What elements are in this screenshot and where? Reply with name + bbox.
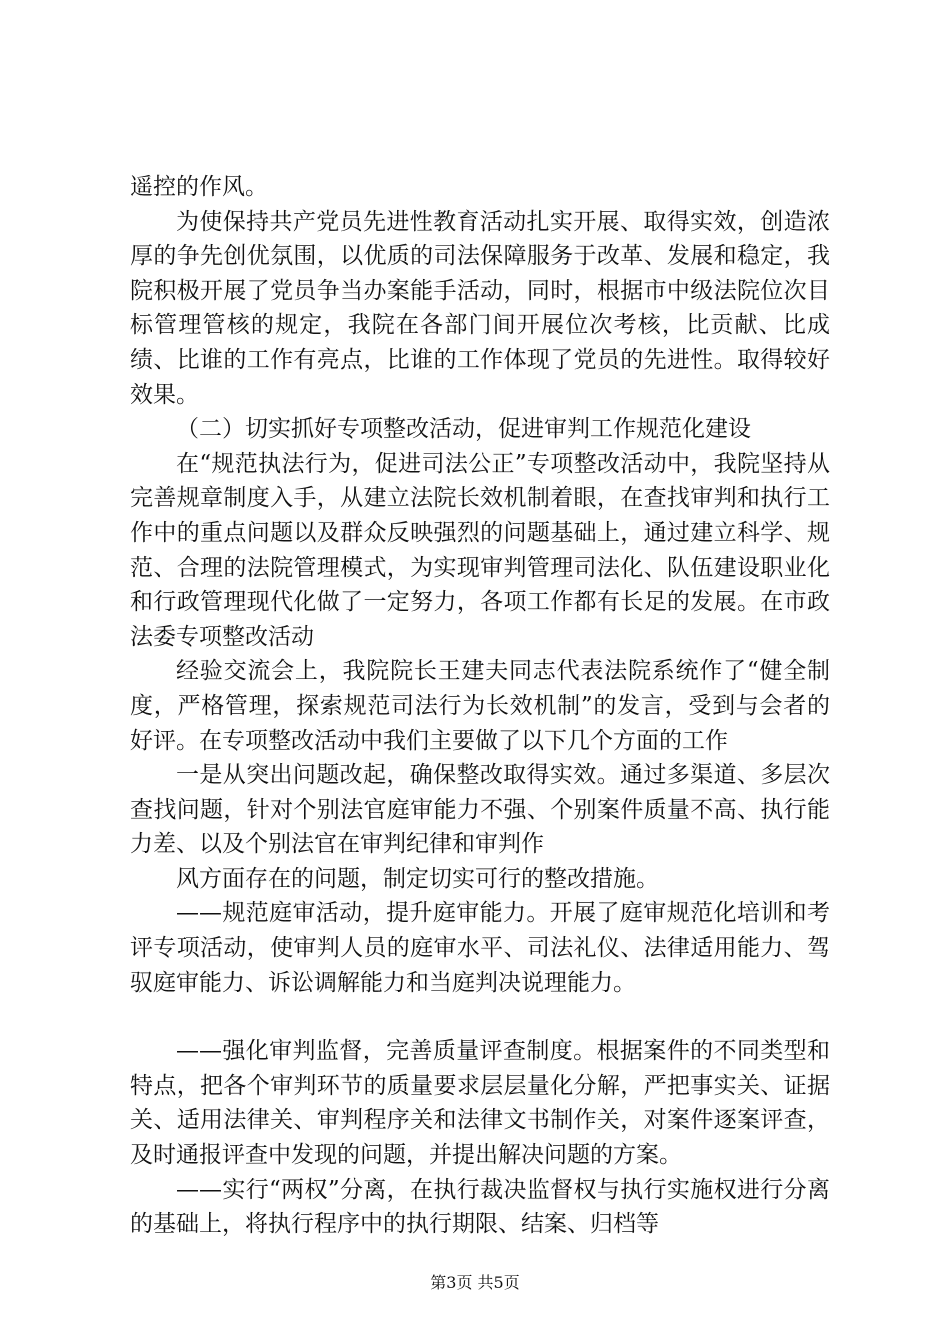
paragraph-3: 在“规范执法行为，促进司法公正”专项整改活动中，我院坚持从完善规章制度入手，从建立法院长效机制着眼，在查找审判和执行工作中的重点问题以及群众反映强烈的问题基础上，通过建立科学、规范、合理的法院管理模式，为实现审判管理司法化、队伍建设职业化和行政管理现代化做了一定努力，各项工作都有长足的发展。在市政法委专项整改活动 <box>130 450 830 650</box>
paragraph-5: 一是从突出问题改起，确保整改取得实效。通过多渠道、多层次查找问题，针对个别法官庭审能力不强、个别案件质量不高、执行能力差、以及个别法官在审判纪律和审判作 <box>130 762 830 858</box>
paragraph-9: ——实行“两权”分离，在执行裁决监督权与执行实施权进行分离的基础上，将执行程序中的执行期限、结案、归档等 <box>130 1176 830 1238</box>
document-body <box>130 170 830 1242</box>
section-heading: （二）切实抓好专项整改活动，促进审判工作规范化建设 <box>176 416 751 443</box>
paragraph-8: ——强化审判监督，完善质量评查制度。根据案件的不同类型和特点，把各个审判环节的质量要求层层量化分解，严把事实关、证据关、适用法律关、审判程序关和法律文书制作关，对案件逐案评查，及时通报评查中发现的问题，并提出解决问题的方案。 <box>130 1038 830 1169</box>
paragraph-7: ——规范庭审活动，提升庭审能力。开展了庭审规范化培训和考评专项活动，使审判人员的庭审水平、司法礼仪、法律适用能力、驾驭庭审能力、诉讼调解能力和当庭判决说理能力。 <box>130 900 830 996</box>
paragraph-6: 风方面存在的问题，制定切实可行的整改措施。 <box>176 865 659 892</box>
page-number-footer: 第3页 共5页 <box>430 1273 520 1292</box>
paragraph-2: 为使保持共产党员先进性教育活动扎实开展、取得实效，创造浓厚的争先创优氛围，以优质的司法保障服务于改革、发展和稳定，我院积极开展了党员争当办案能手活动，同时，根据市中级法院位次目标管理管核的规定，我院在各部门间开展位次考核，比贡献、比成绩、比谁的工作有亮点，比谁的工作体现了党员的先进性。取得较好效果。 <box>130 208 830 408</box>
paragraph-4: 经验交流会上，我院院长王建夫同志代表法院系统作了“健全制度，严格管理，探索规范司法行为长效机制”的发言，受到与会者的好评。在专项整改活动中我们主要做了以下几个方面的工作 <box>130 658 830 754</box>
paragraph-1: 遥控的作风。 <box>130 174 268 200</box>
